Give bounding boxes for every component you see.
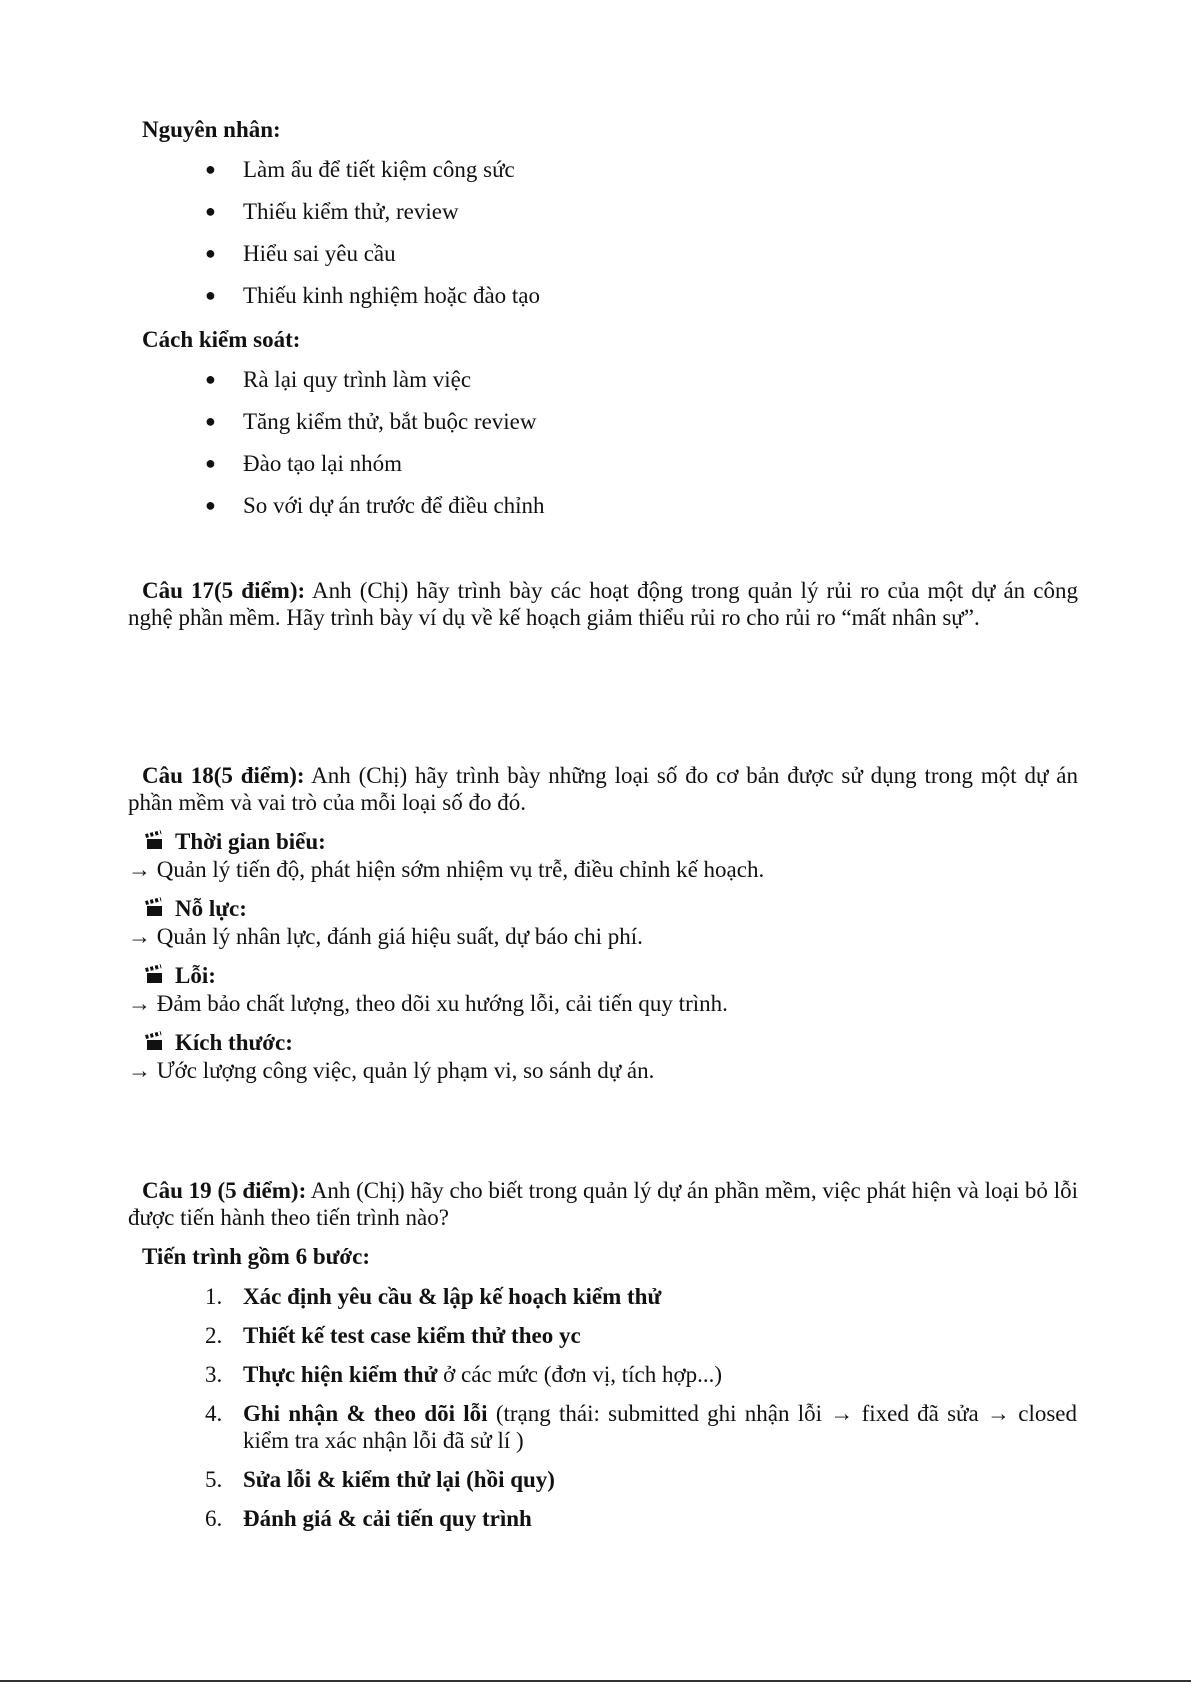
- bullet-icon: ●: [205, 243, 216, 263]
- list-item: 5. Sửa lỗi & kiểm thử lại (hồi quy): [205, 1467, 555, 1492]
- control-heading: Cách kiểm soát:: [142, 327, 301, 352]
- bullet-icon: ●: [205, 411, 216, 431]
- clapperboard-icon: [145, 901, 165, 917]
- question-17-label: Câu 17(5 điểm):: [142, 578, 306, 603]
- question-18-text: Anh (Chị) hãy trình bày những loại số đo cơ bản được sử dụng trong một dự án phần mềm và vai trò của mỗi loại số đo đó.: [128, 763, 1078, 815]
- metric-desc: → Ước lượng công việc, quản lý phạm vi, so sánh dự án.: [128, 1058, 655, 1083]
- process-steps: [205, 1283, 1077, 1532]
- clapperboard-icon: [145, 1035, 165, 1051]
- question-18-label: Câu 18(5 điểm):: [142, 763, 305, 788]
- metric-schedule: [128, 828, 1078, 884]
- bullet-icon: ●: [205, 201, 216, 221]
- document-page: Nguyên nhân: ● Làm ẩu để tiết kiệm công sức ● Thiếu kiểm thử, review ● Hiểu sai yêu cầu ● Thiếu kinh nghiệm hoặc đào tạo Cách kiểm soát: ● Rà lại quy trình làm việc ● Tăng kiểm thử, bắt buộc review ● Đào tạo lại nhóm ● So với dự án trước để điều chỉnh Câu 17(5 điểm): Anh (Chị) hãy trình bày các hoạt động trong quản lý rủi ro của một dự án công nghệ phần mềm. Hãy trình bày ví dụ về kế hoạch giảm thiểu rủi ro cho rủi ro “mất nhân sự”. Câu 18(5 điểm): Anh (Chị) hãy trình bày những loại số đo cơ bản được sử dụng trong một dự án phần mềm và vai trò của mỗi loại số đo đó. Thời gian biểu: → Quản lý tiến độ, phát hiện sớm nhiệm vụ trễ, điều chỉnh kế hoạch. Nỗ lực: → Quản lý nhân lực, đánh giá hiệu suất, dự báo chi phí. Lỗi: → Đảm bảo chất lượng, theo dõi xu hướng lỗi, cải tiến quy trình. Kích thước: → Ước lượng công việc, quản lý phạm vi, so sánh dự án. Câu 19 (5 điểm): Anh (Chị) hãy cho biết trong quản lý dự án phần mềm, việc phát hiện và loại bỏ lỗi được tiến hành theo tiến trình nào? Tiến trình gồm 6 bước: 1. Xác định yêu cầu & lập kế hoạch kiểm thử 2. Thiết kế test case kiểm thử theo yc 3. Thực hiện kiểm thử ở các mức (đơn vị, tích hợp...) 4. Ghi nhận & theo dõi lỗi (trạng thái: submitted ghi nhận lỗi → fixed đã sửa → closed kiểm tra xác nhận lỗi đã sử lí ) 5. Sửa lỗi & kiểm thử lại (hồi quy) 6. Đánh giá & cải tiến quy trình: [0, 0, 1191, 1685]
- metric-size: [128, 1029, 1078, 1085]
- metric-title: Kích thước:: [175, 1030, 293, 1055]
- list-item: 4. Ghi nhận & theo dõi lỗi (trạng thái: submitted ghi nhận lỗi → fixed đã sửa → closed kiểm tra xác nhận lỗi đã sử lí ): [205, 1401, 1077, 1453]
- question-19-label: Câu 19 (5 điểm):: [142, 1178, 307, 1203]
- metric-desc: → Quản lý tiến độ, phát hiện sớm nhiệm vụ trễ, điều chỉnh kế hoạch.: [128, 857, 765, 882]
- question-19: [128, 1177, 1078, 1231]
- list-item: 2. Thiết kế test case kiểm thử theo yc: [205, 1323, 581, 1348]
- causes-heading: Nguyên nhân:: [142, 117, 281, 142]
- question-17-text: Anh (Chị) hãy trình bày các hoạt động trong quản lý rủi ro của một dự án công nghệ phần mềm. Hãy trình bày ví dụ về kế hoạch giảm thiểu rủi ro cho rủi ro “mất nhân sự”.: [128, 578, 1078, 630]
- metric-title: Nỗ lực:: [175, 896, 247, 921]
- metric-effort: [128, 895, 1078, 951]
- clapperboard-icon: [145, 968, 165, 984]
- process-heading: Tiến trình gồm 6 bước:: [142, 1244, 371, 1269]
- metric-defects: [128, 962, 1078, 1018]
- metric-title: Thời gian biểu:: [175, 829, 326, 854]
- list-item: 6. Đánh giá & cải tiến quy trình: [205, 1506, 532, 1531]
- question-18: [128, 762, 1078, 816]
- bullet-icon: ●: [205, 285, 216, 305]
- bullet-icon: ●: [205, 369, 216, 389]
- metric-desc: → Đảm bảo chất lượng, theo dõi xu hướng lỗi, cải tiến quy trình.: [128, 991, 728, 1016]
- metric-desc: → Quản lý nhân lực, đánh giá hiệu suất, dự báo chi phí.: [128, 924, 643, 949]
- question-17: [128, 577, 1078, 631]
- clapperboard-icon: [145, 834, 165, 850]
- question-19-text: Anh (Chị) hãy cho biết trong quản lý dự án phần mềm, việc phát hiện và loại bỏ lỗi được tiến hành theo tiến trình nào?: [128, 1178, 1078, 1230]
- bullet-icon: ●: [205, 159, 216, 179]
- list-item: 3. Thực hiện kiểm thử ở các mức (đơn vị, tích hợp...): [205, 1362, 723, 1387]
- bullet-icon: ●: [205, 453, 216, 473]
- list-item: 1. Xác định yêu cầu & lập kế hoạch kiểm thử: [205, 1284, 662, 1309]
- page-bottom-divider: [0, 1680, 1191, 1682]
- metric-title: Lỗi:: [175, 963, 216, 988]
- bullet-icon: ●: [205, 495, 216, 515]
